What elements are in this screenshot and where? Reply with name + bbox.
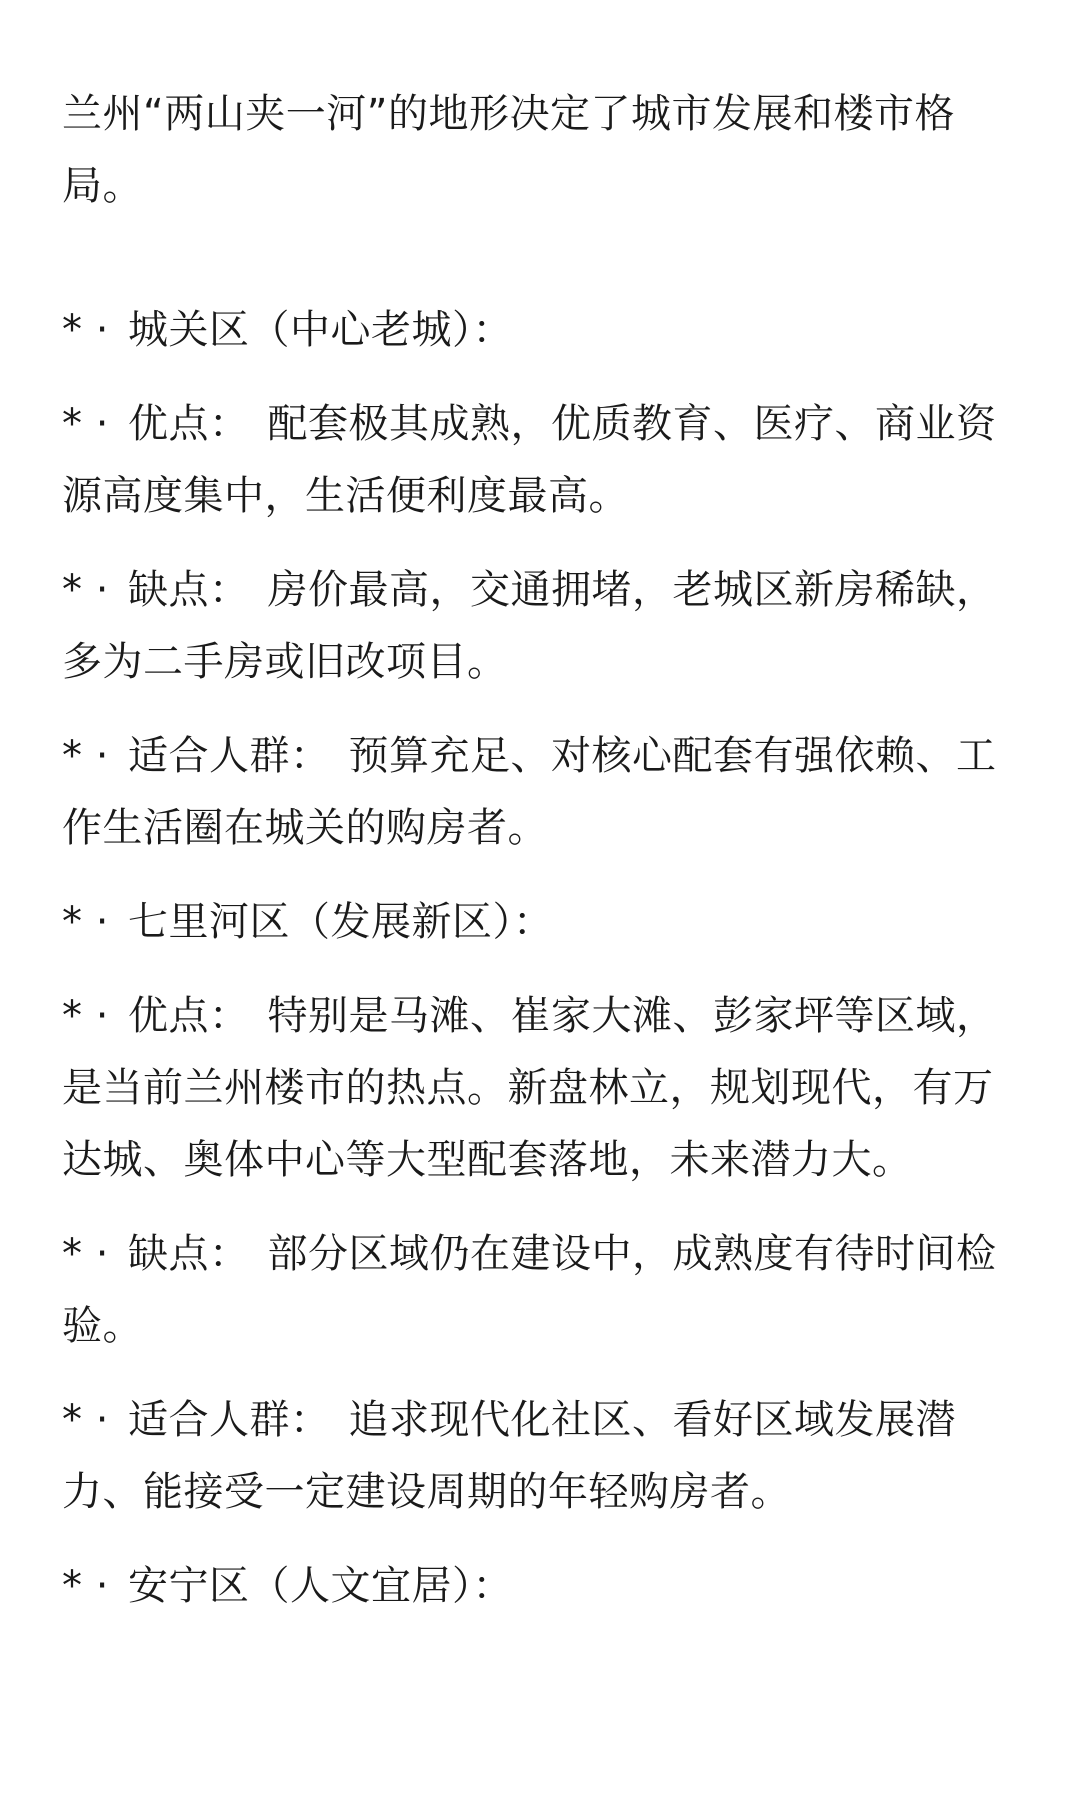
item-label: 缺点： [128, 1231, 250, 1277]
bullet-marker: * · [62, 733, 123, 779]
list-item-qilihe-heading [62, 886, 1018, 958]
item-text: 房价最高，交通拥堵，老城区新房稀缺，多为二手房或旧改项目。 [62, 567, 997, 685]
list-item-chengguan-cons [62, 554, 1018, 698]
bullet-marker: * · [62, 993, 123, 1039]
item-text: 部分区域仍在建设中，成熟度有待时间检验。 [62, 1231, 997, 1349]
list-item-qilihe-cons [62, 1218, 1018, 1362]
item-text: 追求现代化社区、看好区域发展潜力、能接受一定建设周期的年轻购房者。 [62, 1397, 956, 1515]
item-label: 优点： [128, 993, 250, 1039]
list-item-anning-heading [62, 1550, 1018, 1622]
item-text: 特别是马滩、崔家大滩、彭家坪等区域，是当前兰州楼市的热点。新盘林立，规划现代，有万达城、奥体中心等大型配套落地，未来潜力大。 [62, 993, 997, 1183]
list-item-chengguan-audience [62, 720, 1018, 864]
bullet-marker: * · [62, 567, 123, 613]
intro-paragraph: 兰州“两山夹一河”的地形决定了城市发展和楼市格局。 [62, 91, 955, 209]
item-label: 优点： [128, 401, 250, 447]
item-label: 适合人群： [128, 733, 331, 779]
item-label: 适合人群： [128, 1397, 331, 1443]
item-text: 七里河区（发展新区）： [128, 899, 554, 945]
item-text: 预算充足、对核心配套有强依赖、工作生活圈在城关的购房者。 [62, 733, 997, 851]
item-label: 缺点： [128, 567, 250, 613]
list-item-chengguan-pros [62, 388, 1018, 532]
item-text: 安宁区（人文宜居）： [128, 1563, 513, 1609]
bullet-marker: * · [62, 401, 123, 447]
bullet-marker: * · [62, 307, 123, 353]
item-text: 城关区（中心老城）： [128, 307, 513, 353]
item-text: 配套极其成熟，优质教育、医疗、商业资源高度集中，生活便利度最高。 [62, 401, 997, 519]
bullet-marker: * · [62, 1563, 123, 1609]
list-item-qilihe-audience [62, 1384, 1018, 1528]
bullet-marker: * · [62, 1397, 123, 1443]
bullet-marker: * · [62, 899, 123, 945]
list-item-chengguan-heading [62, 294, 1018, 366]
list-item-qilihe-pros [62, 980, 1018, 1196]
bullet-marker: * · [62, 1231, 123, 1277]
